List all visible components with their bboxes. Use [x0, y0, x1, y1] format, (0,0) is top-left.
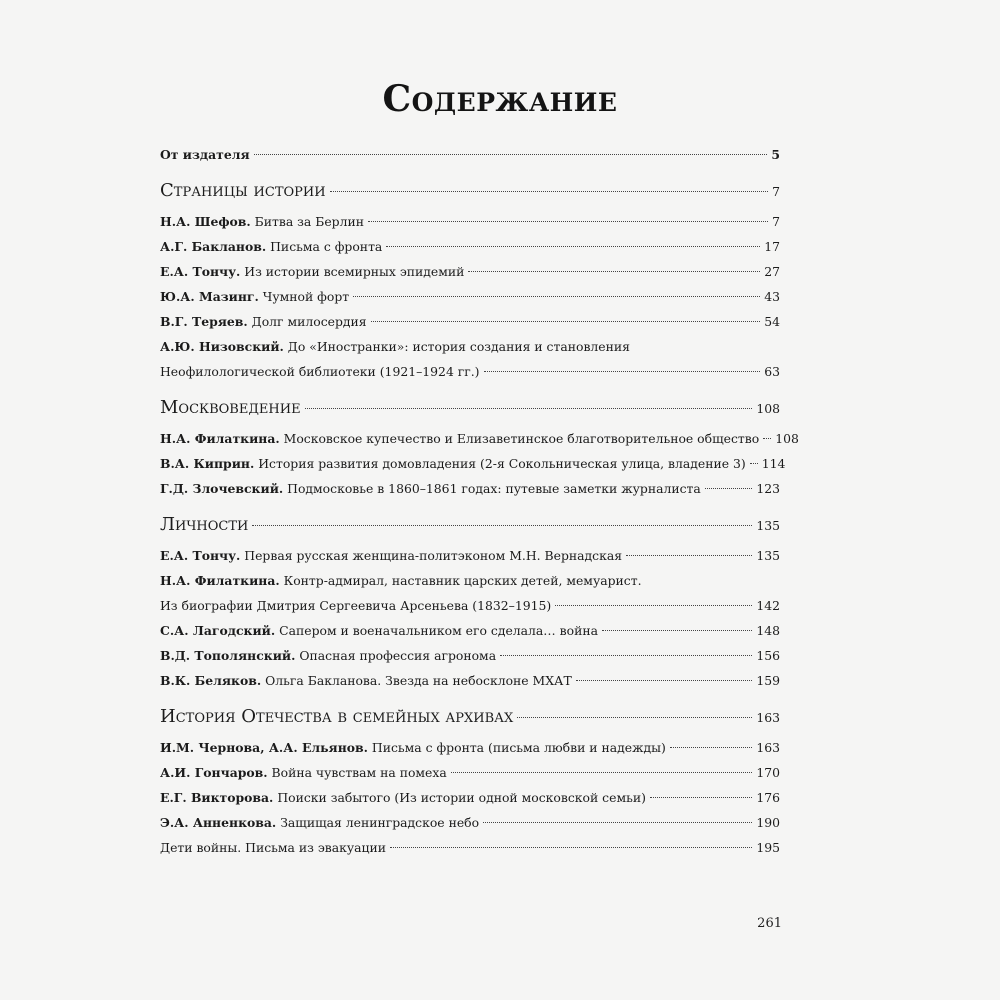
- toc-page-number: 176: [756, 790, 780, 805]
- toc-entry-label: [160, 309, 367, 334]
- table-of-contents: [160, 142, 799, 860]
- toc-entry-label: [160, 668, 572, 693]
- toc-title: Опасная профессия агронома: [295, 648, 497, 663]
- toc-author: Н.А. Шефов.: [160, 214, 251, 229]
- toc-page-number: 190: [756, 815, 780, 830]
- dot-leader: [305, 408, 753, 409]
- dot-leader: [484, 371, 761, 372]
- toc-author: Е.А. Тончу.: [160, 548, 241, 563]
- toc-author: И.М. Чернова, А.А. Ельянов.: [160, 740, 368, 755]
- dot-leader: [390, 847, 752, 848]
- dot-leader: [517, 717, 752, 718]
- dot-leader: [371, 321, 761, 322]
- toc-page-number: 27: [764, 264, 780, 279]
- toc-title: История развития домовладения (2-я Сокольническая улица, владение 3): [254, 456, 746, 471]
- toc-entry-label: [160, 835, 386, 860]
- toc-author: Н.А. Филаткина.: [160, 431, 280, 446]
- toc-author: А.И. Гончаров.: [160, 765, 268, 780]
- toc-entry-label: [160, 334, 630, 359]
- toc-author: Е.А. Тончу.: [160, 264, 241, 279]
- dot-leader: [763, 438, 771, 439]
- toc-author: В.А. Киприн.: [160, 456, 255, 471]
- toc-entry: [160, 259, 780, 284]
- toc-entry: [160, 359, 780, 384]
- toc-entry: [160, 785, 780, 810]
- toc-title: Долг милосердия: [247, 314, 367, 329]
- toc-author: Н.А. Филаткина.: [160, 573, 280, 588]
- toc-entry-label: [160, 618, 598, 643]
- toc-page-number: 156: [756, 648, 780, 663]
- toc-entry-label: Москвоведение: [160, 397, 301, 418]
- toc-entry: [160, 668, 780, 693]
- toc-page-number: 54: [764, 314, 780, 329]
- toc-entry-label: [160, 284, 349, 309]
- toc-entry: [160, 593, 780, 618]
- toc-entry: [160, 643, 780, 668]
- toc-entry: [160, 426, 799, 451]
- dot-leader: [483, 822, 752, 823]
- toc-page-number: 135: [756, 548, 780, 563]
- toc-entry-label: [160, 209, 364, 234]
- toc-author: В.К. Беляков.: [160, 673, 262, 688]
- toc-page-number: 108: [775, 431, 799, 446]
- toc-title: Московское купечество и Елизаветинское благотворительное общество: [279, 431, 760, 446]
- toc-entry: [160, 142, 780, 167]
- toc-entry-label: История Отечества в семейных архивах: [160, 706, 514, 727]
- toc-title: Чумной форт: [258, 289, 350, 304]
- dot-leader: [386, 246, 760, 247]
- toc-entry: [160, 735, 780, 760]
- toc-page-number: 163: [756, 740, 780, 755]
- toc-entry: [160, 309, 780, 334]
- toc-entry-label: [160, 359, 480, 384]
- toc-entry: [160, 760, 780, 785]
- toc-author: Е.Г. Викторова.: [160, 790, 274, 805]
- toc-page-number: 163: [756, 710, 780, 725]
- toc-section-heading: [160, 699, 780, 735]
- dot-leader: [353, 296, 760, 297]
- toc-entry: [160, 476, 780, 501]
- toc-entry-label: [160, 810, 479, 835]
- dot-leader: [330, 191, 769, 192]
- toc-page-number: 195: [756, 840, 780, 855]
- toc-entry-label: [160, 735, 666, 760]
- dot-leader: [602, 630, 752, 631]
- toc-author: В.Д. Тополянский.: [160, 648, 296, 663]
- toc-entry-label: [160, 426, 759, 451]
- dot-leader: [670, 747, 753, 748]
- toc-title: Битва за Берлин: [250, 214, 365, 229]
- toc-entry-label: [160, 760, 447, 785]
- toc-author: Г.Д. Злочевский.: [160, 481, 284, 496]
- dot-leader: [626, 555, 752, 556]
- toc-entry-label: [160, 568, 642, 593]
- toc-page-number: 17: [764, 239, 780, 254]
- toc-page-number: 7: [772, 184, 780, 199]
- toc-entry-label: [160, 234, 382, 259]
- dot-leader: [650, 797, 752, 798]
- dot-leader: [705, 488, 753, 489]
- toc-section-heading: [160, 390, 780, 426]
- toc-entry-label: Личности: [160, 514, 249, 535]
- dot-leader: [750, 463, 758, 464]
- toc-title: Из биографии Дмитрия Сергеевича Арсеньева (1832–1915): [160, 598, 552, 613]
- toc-entry: [160, 234, 780, 259]
- page-number: 261: [757, 916, 782, 931]
- toc-section-heading: [160, 507, 780, 543]
- toc-entry-label: [160, 476, 701, 501]
- toc-entry-label: [160, 643, 496, 668]
- toc-page-number: 108: [756, 401, 780, 416]
- dot-leader: [451, 772, 753, 773]
- dot-leader: [576, 680, 753, 681]
- toc-entry-label: [160, 451, 746, 476]
- toc-entry: [160, 451, 786, 476]
- toc-entry-label: [160, 785, 646, 810]
- toc-page-number: 148: [756, 623, 780, 638]
- toc-author: С.А. Лагодский.: [160, 623, 276, 638]
- toc-page-number: 159: [756, 673, 780, 688]
- toc-title: Сапером и военачальником его сделала… война: [275, 623, 598, 638]
- toc-title: Подмосковье в 1860–1861 годах: путевые заметки журналиста: [283, 481, 701, 496]
- toc-entry: [160, 209, 780, 234]
- toc-page-number: 114: [761, 456, 786, 471]
- dot-leader: [254, 154, 768, 155]
- dot-leader: [368, 221, 768, 222]
- dot-leader: [468, 271, 760, 272]
- toc-entry: [160, 334, 780, 359]
- toc-author: Э.А. Анненкова.: [160, 815, 277, 830]
- toc-entry-label: [160, 543, 622, 568]
- toc-entry-label: Страницы истории: [160, 180, 326, 201]
- dot-leader: [500, 655, 752, 656]
- toc-title: Контр-адмирал, наставник царских детей, мемуарист.: [279, 573, 642, 588]
- toc-title: Первая русская женщина-политэконом М.Н. Вернадская: [240, 548, 623, 563]
- toc-title: Ольга Бакланова. Звезда на небосклоне МХАТ: [261, 673, 572, 688]
- page-title: Содержание: [382, 78, 618, 120]
- toc-entry: [160, 568, 780, 593]
- toc-entry-label: От издателя: [160, 147, 250, 162]
- toc-entry: [160, 810, 780, 835]
- toc-entry-label: [160, 259, 464, 284]
- toc-page-number: 135: [756, 518, 780, 533]
- dot-leader: [252, 525, 752, 526]
- toc-title: Письма с фронта (письма любви и надежды): [367, 740, 666, 755]
- toc-author: В.Г. Теряев.: [160, 314, 248, 329]
- toc-title: Защищая ленинградское небо: [276, 815, 480, 830]
- toc-author: А.Г. Бакланов.: [160, 239, 267, 254]
- toc-page-number: 142: [756, 598, 780, 613]
- dot-leader: [555, 605, 752, 606]
- toc-page-number: 170: [756, 765, 780, 780]
- toc-page-number: 43: [764, 289, 780, 304]
- toc-author: А.Ю. Низовский.: [160, 339, 284, 354]
- toc-page-number: 63: [764, 364, 780, 379]
- toc-page-number: 7: [772, 214, 780, 229]
- toc-entry: [160, 835, 780, 860]
- toc-section-heading: [160, 173, 780, 209]
- toc-title: Дети войны. Письма из эвакуации: [160, 840, 387, 855]
- toc-page-number: 123: [756, 481, 780, 496]
- toc-title: Неофилологической библиотеки (1921–1924 гг.): [160, 364, 480, 379]
- toc-author: Ю.А. Мазинг.: [160, 289, 259, 304]
- toc-entry: [160, 543, 780, 568]
- toc-title: Письма с фронта: [266, 239, 383, 254]
- toc-entry: [160, 618, 780, 643]
- toc-entry-label: [160, 593, 551, 618]
- toc-title: До «Иностранки»: история создания и становления: [283, 339, 630, 354]
- toc-page-number: 5: [771, 147, 780, 162]
- toc-title: Из истории всемирных эпидемий: [240, 264, 465, 279]
- toc-title: Поиски забытого (Из истории одной московской семьи): [273, 790, 646, 805]
- toc-entry: [160, 284, 780, 309]
- toc-title: Война чувствам на помеха: [267, 765, 447, 780]
